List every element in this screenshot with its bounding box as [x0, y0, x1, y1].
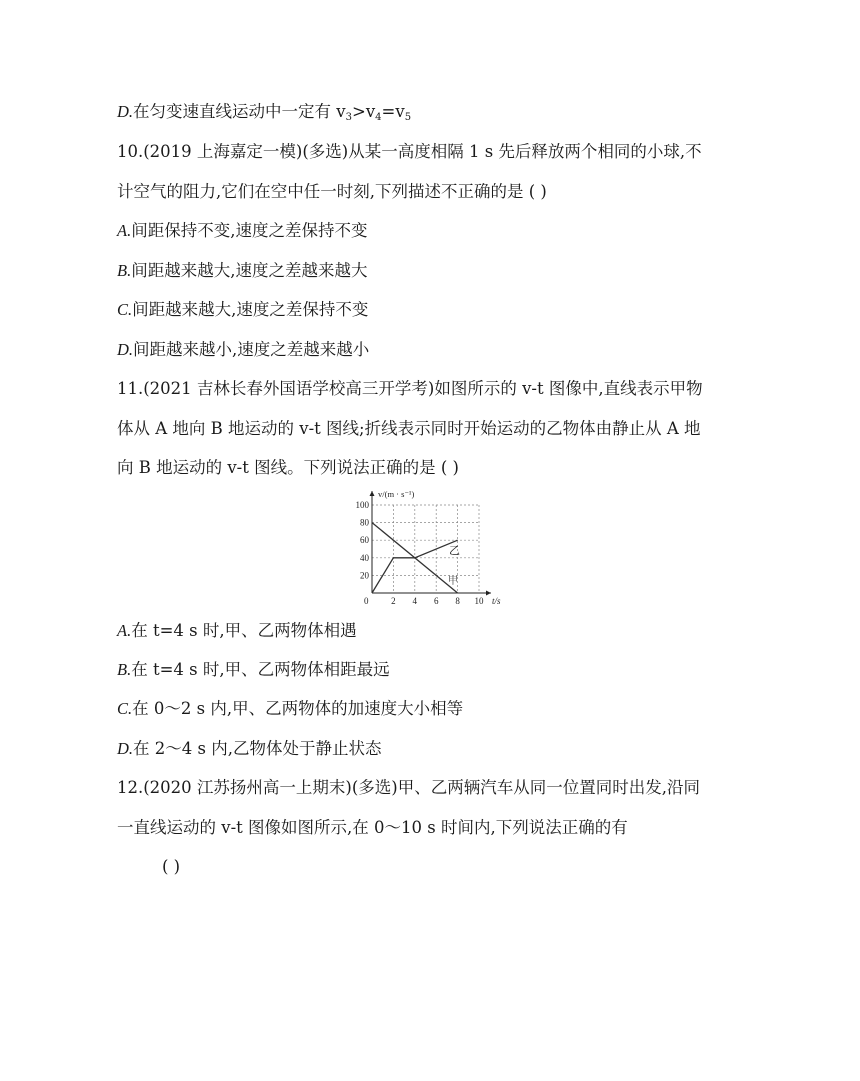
y-tick-label: 100 — [355, 500, 369, 510]
q12-stem-line1: 12.(2020 江苏扬州高一上期末)(多选)甲、乙两辆汽车从同一位置同时出发,沿同 — [117, 778, 700, 797]
q11-option-c: C.在 0～2 s 内,甲、乙两物体的加速度大小相等 — [117, 699, 464, 718]
x-axis-label: t/s — [492, 596, 501, 606]
x-tick-label: 8 — [455, 596, 460, 606]
q11-option-b: B.在 t=4 s 时,甲、乙两物体相距最远 — [117, 660, 390, 679]
vt-chart — [340, 488, 510, 610]
chart-grid — [372, 505, 479, 593]
series-label-jia: 甲 — [448, 576, 458, 587]
x-tick-label: 2 — [391, 596, 396, 606]
q10-stem-line2: 计空气的阻力,它们在空中任一时刻,下列描述不正确的是 ( ) — [117, 182, 547, 201]
x-tick-label: 4 — [412, 596, 418, 606]
q10-option-c: C.间距越来越大,速度之差保持不变 — [117, 300, 369, 319]
q11-stem-line2: 体从 A 地向 B 地运动的 v-t 图线;折线表示同时开始运动的乙物体由静止从 A 地 — [117, 419, 701, 438]
x-axis-arrow — [486, 591, 491, 596]
chart-axes — [370, 491, 492, 596]
q10-option-d: D.间距越来越小,速度之差越来越小 — [117, 340, 370, 359]
q9-option-d: D.在匀变速直线运动中一定有 $v_3>v_4=v_5$ — [117, 102, 412, 123]
chart-ticks — [356, 500, 485, 606]
y-axis-arrow — [370, 491, 375, 496]
origin-label: 0 — [364, 596, 369, 606]
q10-option-b: B.间距越来越大,速度之差越来越大 — [117, 261, 368, 280]
q12-answer-bracket: ( ) — [162, 857, 181, 876]
x-tick-label: 6 — [433, 596, 439, 606]
q12-stem-line2: 一直线运动的 v-t 图像如图所示,在 0～10 s 时间内,下列说法正确的有 — [117, 818, 628, 837]
series-label-yi: 乙 — [449, 545, 460, 557]
q11-stem-line1: 11.(2021 吉林长春外国语学校高三开学考)如图所示的 v-t 图像中,直线表示甲物 — [117, 379, 703, 398]
x-tick-label: 10 — [474, 596, 484, 606]
q10-stem-line1: 10.(2019 上海嘉定一模)(多选)从某一高度相隔 1 s 先后释放两个相同的小球,不 — [117, 142, 702, 161]
y-tick-label: 60 — [360, 535, 369, 546]
y-tick-label: 20 — [360, 570, 369, 581]
q10-option-a: A.间距保持不变,速度之差保持不变 — [117, 221, 368, 240]
q11-option-a: A.在 t=4 s 时,甲、乙两物体相遇 — [117, 621, 357, 640]
y-axis-label: v/(m · s⁻¹) — [378, 489, 415, 499]
y-tick-label: 40 — [360, 552, 369, 563]
y-tick-label: 80 — [360, 517, 369, 528]
q11-option-d: D.在 2～4 s 内,乙物体处于静止状态 — [117, 739, 382, 758]
q11-stem-line3: 向 B 地运动的 v-t 图线。下列说法正确的是 ( ) — [117, 458, 459, 477]
